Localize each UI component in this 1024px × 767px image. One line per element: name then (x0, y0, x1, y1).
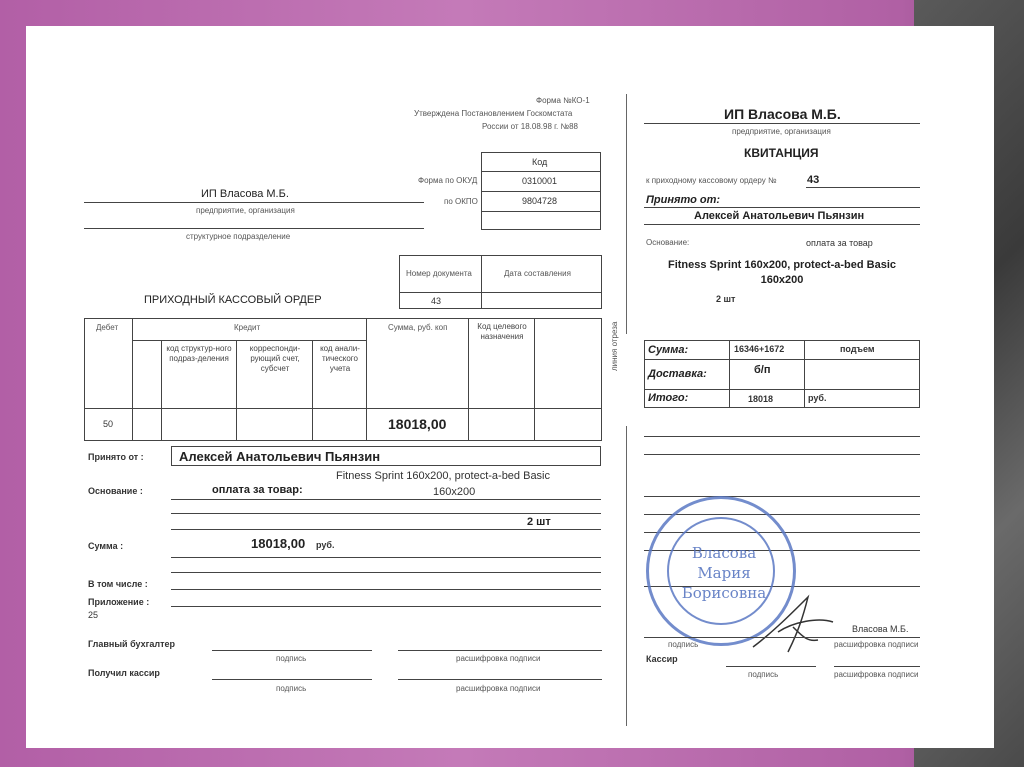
cut-line-label: линия отреза (610, 321, 619, 371)
form-header-1: Форма №КО-1 (536, 96, 590, 105)
receipt-delivery-value: б/п (754, 364, 771, 376)
okpo-label: по ОКПО (444, 197, 478, 206)
doc-number-label: Номер документа (406, 269, 472, 278)
col-corr-header: корреспонди-рующий счет, субсчет (249, 344, 301, 373)
receipt-org-caption: предприятие, организация (732, 127, 831, 136)
receipt-order-number: 43 (807, 174, 820, 186)
stamp-line-2: Мария (697, 564, 751, 582)
basis-payment: оплата за товар: (212, 484, 303, 496)
receipt-sum-value: 16346+1672 (734, 344, 785, 354)
receipt-order-label: к приходному кассовому ордеру № (646, 176, 777, 185)
cashier-decode-caption: расшифровка подписи (456, 684, 541, 693)
col-struct-header: код структур-ного подраз-деления (166, 344, 232, 363)
appendix-label: Приложение : (88, 597, 150, 607)
receipt-sign-caption-1: подпись (668, 640, 699, 649)
receipt-delivery-label: Доставка: (648, 368, 707, 380)
receipt-org-name: ИП Власова М.Б. (724, 106, 841, 122)
debit-header: Дебет (96, 323, 119, 332)
document-sheet (26, 26, 994, 748)
basis-item-2: 160x200 (433, 486, 476, 498)
code-label: Код (532, 157, 548, 167)
form-header-2: Утверждена Постановлением Госкомстата (414, 109, 573, 118)
including-label: В том числе : (88, 579, 148, 589)
doc-number: 43 (431, 296, 442, 306)
cashier-signature-caption: подпись (276, 684, 307, 693)
receipt-item-line-1: Fitness Sprint 160x200, protect-a-bed Basic (667, 259, 897, 271)
form-header-3: России от 18.08.98 г. №88 (482, 122, 578, 131)
accountant-signature-caption: подпись (276, 654, 307, 663)
org-caption: предприятие, организация (196, 206, 295, 215)
receipt-sign-name: Власова М.Б. (852, 624, 909, 634)
debit-value: 50 (103, 419, 114, 429)
dept-caption: структурное подразделение (186, 232, 291, 241)
accountant-decode-caption: расшифровка подписи (456, 654, 541, 663)
stamp-line-3: Борисовна (681, 584, 767, 602)
col-anal-header: код анали-тического учета (320, 344, 360, 373)
okpo-value: 9804728 (522, 196, 558, 206)
credit-header: Кредит (234, 323, 261, 332)
basis-item: Fitness Sprint 160x200, protect-a-bed Basic (336, 470, 551, 482)
org-name: ИП Власова М.Б. (201, 188, 289, 200)
okud-label: Форма по ОКУД (418, 176, 478, 185)
receipt-decode-caption-1: расшифровка подписи (834, 640, 919, 649)
stamp-line-1: Власова (691, 544, 757, 562)
received-from-value: Алексей Анатольевич Пьянзин (179, 449, 381, 464)
receipt-total-value: 18018 (748, 394, 774, 404)
receipt-sign-caption-2: подпись (748, 670, 779, 679)
receipt-total-unit: руб. (808, 393, 827, 403)
received-from-label: Принято от : (88, 452, 144, 462)
order-title: ПРИХОДНЫЙ КАССОВЫЙ ОРДЕР (144, 294, 322, 306)
doc-number-box (399, 255, 602, 309)
cut-line-top (626, 94, 627, 334)
receipt-basis-label: Основание: (646, 238, 690, 247)
purpose-header: Код целевого назначения (477, 322, 527, 341)
receipt-received-value: Алексей Анатольевич Пьянзин (694, 210, 865, 222)
receipt-sum-label: Сумма: (648, 344, 689, 356)
receipt-qty: 2 шт (716, 294, 736, 304)
qty-value: 2 шт (527, 516, 551, 528)
receipt-cashier-label: Кассир (646, 654, 678, 664)
cashier-label: Получил кассир (88, 668, 160, 678)
receipt-item-line-2: 160x200 (760, 274, 804, 286)
sum-value: 18018,00 (251, 536, 306, 551)
basis-label: Основание : (88, 486, 143, 496)
doc-date-label: Дата составления (504, 269, 571, 278)
receipt-total-label: Итого: (648, 392, 689, 404)
okud-value: 0310001 (522, 176, 558, 186)
cut-line-bottom (626, 426, 627, 726)
receipt-decode-caption-2: расшифровка подписи (834, 670, 919, 679)
sum-label: Сумма : (88, 541, 124, 551)
accountant-label: Главный бухгалтер (88, 639, 176, 649)
table-sum-value: 18018,00 (388, 416, 447, 432)
receipt-basis-payment: оплата за товар (806, 238, 873, 248)
sum-header: Сумма, руб. коп (388, 323, 448, 332)
sum-unit: руб. (316, 540, 335, 550)
receipt-received-label: Принято от: (646, 194, 721, 206)
appendix-value: 25 (88, 610, 99, 620)
receipt-title: КВИТАНЦИЯ (744, 146, 819, 160)
receipt-sum-extra: подъем (840, 344, 875, 354)
handwritten-signature (748, 592, 838, 662)
